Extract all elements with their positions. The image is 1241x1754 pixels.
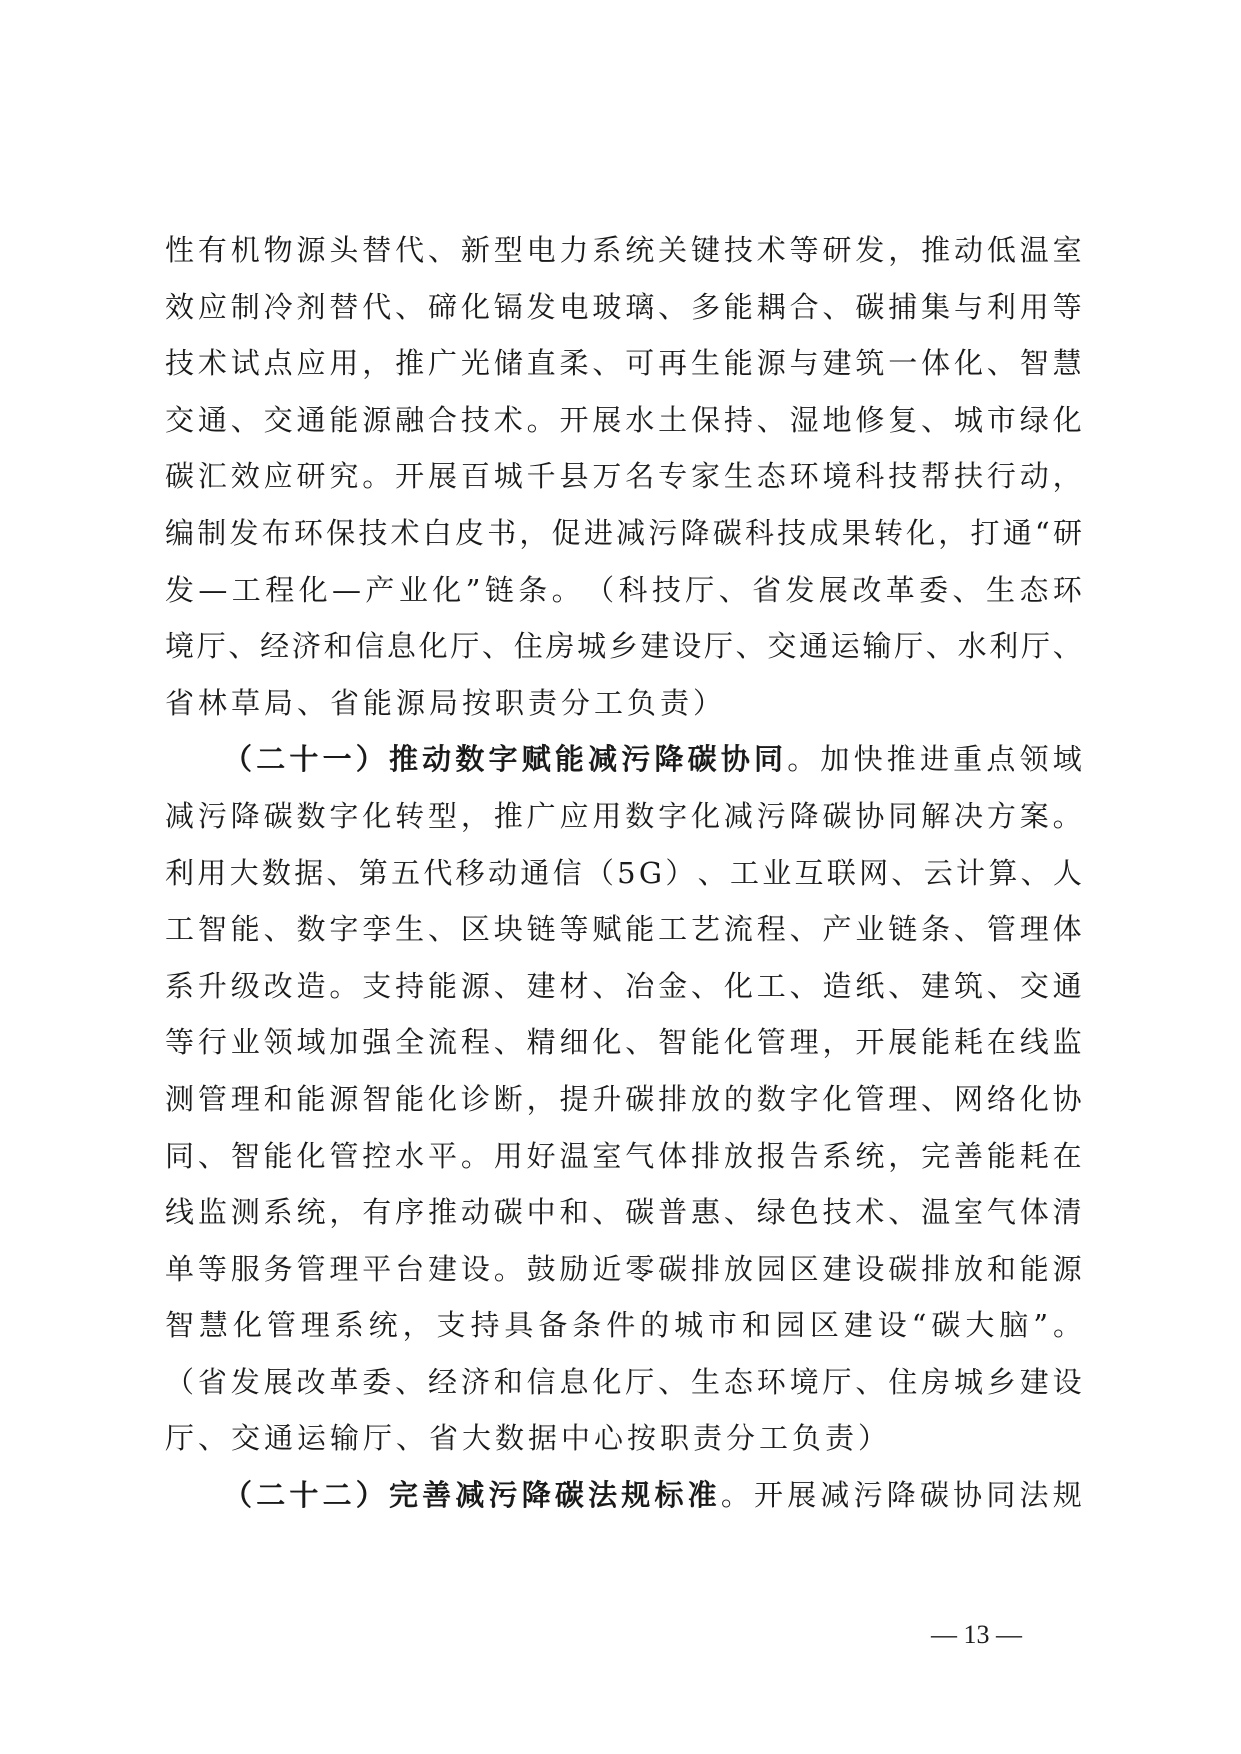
- text-line: 技 术 试 点 应 用 ， 推 广 光 储 直 柔 、 可 再 生 能 源 与 建 筑 一 体 化 、 智 慧: [165, 346, 1082, 381]
- section-22-first-line: （ 二 十 二 ） 完 善 减 污 降 碳 法 规 标 准 。 开 展 减 污 降 碳 协 同 法 规: [223, 1478, 1082, 1513]
- text-line: 厅、交通运输厅、省大数据中心按职责分工负责）: [165, 1421, 892, 1456]
- document-body: [165, 222, 1082, 1524]
- text-line: 测 管 理 和 能 源 智 能 化 诊 断 ， 提 升 碳 排 放 的 数 字 化 管 理 、 网 络 化 协: [165, 1081, 1082, 1116]
- text-line: 工 智 能 、 数 字 孪 生 、 区 块 链 等 赋 能 工 艺 流 程 、 产 业 链 条 、 管 理 体: [165, 912, 1082, 947]
- text-line: 发 — 工 程 化 — 产 业 化 ” 链 条 。 （ 科 技 厅 、 省 发 展 改 革 委 、 生 态 环: [165, 572, 1082, 607]
- page-number: — 13 —: [931, 1620, 1022, 1649]
- text-line: 省林草局、省能源局按职责分工负责）: [165, 685, 727, 720]
- text-line: 碳 汇 效 应 研 究 。 开 展 百 城 千 县 万 名 专 家 生 态 环 境 科 技 帮 扶 行 动 ，: [165, 459, 1082, 494]
- text-line: 线 监 测 系 统 ， 有 序 推 动 碳 中 和 、 碳 普 惠 、 绿 色 技 术 、 温 室 气 体 清: [165, 1195, 1082, 1230]
- text-line: 效 应 制 冷 剂 替 代 、 碲 化 镉 发 电 玻 璃 、 多 能 耦 合 、 碳 捕 集 与 利 用 等: [165, 289, 1082, 324]
- text-line: 性 有 机 物 源 头 替 代 、 新 型 电 力 系 统 关 键 技 术 等 研 发 ， 推 动 低 温 室: [165, 233, 1082, 267]
- text-line: 智 慧 化 管 理 系 统 ， 支 持 具 备 条 件 的 城 市 和 园 区 建 设 “ 碳 大 脑 ” 。: [165, 1308, 1082, 1343]
- text-line: 境 厅 、 经 济 和 信 息 化 厅 、 住 房 城 乡 建 设 厅 、 交 通 运 输 厅 、 水 利 厅 、: [165, 629, 1082, 664]
- text-line: 利 用 大 数 据 、 第 五 代 移 动 通 信 （ 5 G ） 、 工 业 互 联 网 、 云 计 算 、 人: [165, 855, 1082, 890]
- text-line: 同 、 智 能 化 管 控 水 平 。 用 好 温 室 气 体 排 放 报 告 系 统 ， 完 善 能 耗 在: [165, 1138, 1082, 1173]
- text-line: （ 省 发 展 改 革 委 、 经 济 和 信 息 化 厅 、 生 态 环 境 厅 、 住 房 城 乡 建 设: [165, 1364, 1082, 1399]
- text-line: 减 污 降 碳 数 字 化 转 型 ， 推 广 应 用 数 字 化 减 污 降 碳 协 同 解 决 方 案 。: [165, 798, 1082, 833]
- text-line: 系 升 级 改 造 。 支 持 能 源 、 建 材 、 冶 金 、 化 工 、 造 纸 、 建 筑 、 交 通: [165, 968, 1082, 1003]
- text-line: 等 行 业 领 域 加 强 全 流 程 、 精 细 化 、 智 能 化 管 理 ， 开 展 能 耗 在 线 监: [165, 1025, 1082, 1060]
- text-line: 编 制 发 布 环 保 技 术 白 皮 书 ， 促 进 减 污 降 碳 科 技 成 果 转 化 ， 打 通 “ 研: [165, 515, 1082, 550]
- section-21-first-line: （ 二 十 一 ） 推 动 数 字 赋 能 减 污 降 碳 协 同 。 加 快 推 进 重 点 领 域: [223, 742, 1082, 777]
- text-line: 交 通 、 交 通 能 源 融 合 技 术 。 开 展 水 土 保 持 、 湿 地 修 复 、 城 市 绿 化: [165, 402, 1082, 437]
- text-line: 单 等 服 务 管 理 平 台 建 设 。 鼓 励 近 零 碳 排 放 园 区 建 设 碳 排 放 和 能 源: [165, 1251, 1082, 1286]
